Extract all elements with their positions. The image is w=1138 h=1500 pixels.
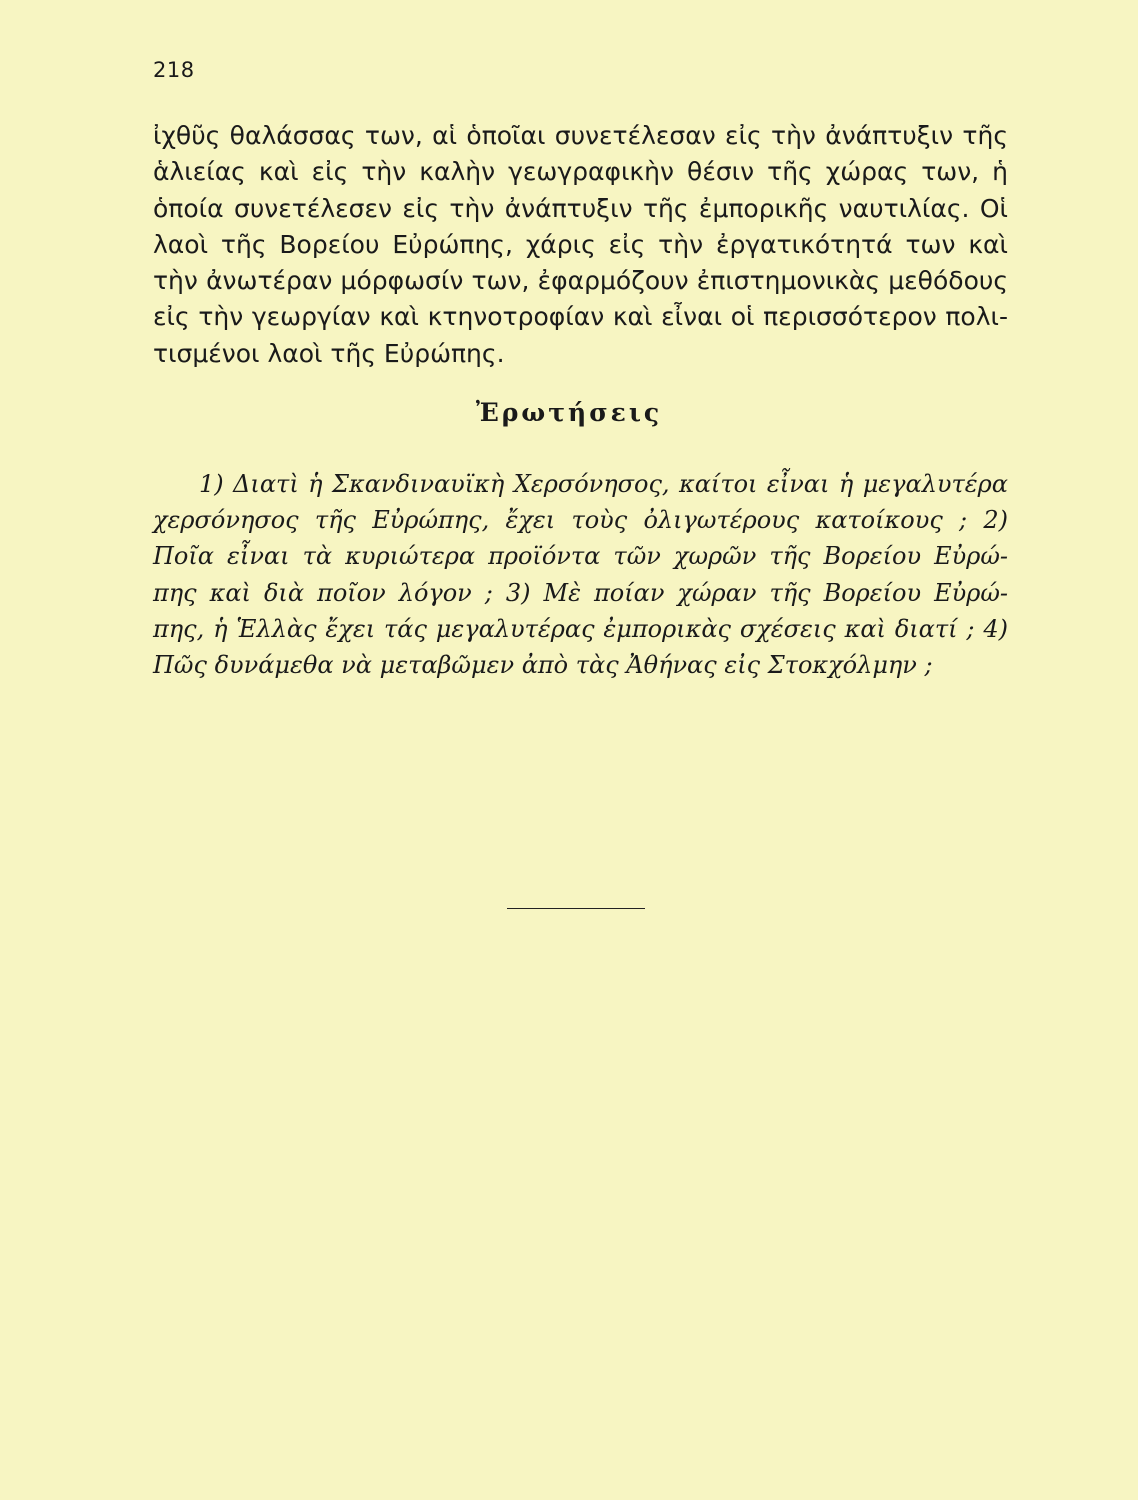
question-line: Ποῖα εἶναι τὰ κυριώτερα προϊόντα τῶν χωρῶν τῆς Βορείου Εὐρώ- (153, 542, 1008, 571)
end-rule-divider (507, 908, 645, 909)
body-line: εἰς τὴν γεωργίαν καὶ κτηνοτροφίαν καὶ εἶναι οἱ περισσότερον πολι- (153, 302, 1008, 332)
question-line: 1) Διατὶ ἡ Σκανδιναυϊκὴ Χερσόνησος, καίτοι εἶναι ἡ μεγαλυτέρα (199, 470, 1008, 498)
body-line: ἁλιείας καὶ εἰς τὴν καλὴν γεωγραφικὴν θέσιν τῆς χώρας των, ἡ (153, 157, 1008, 187)
question-line: χερσόνησος τῆς Εὐρώπης, ἔχει τοὺς ὀλιγωτέρους κατοίκους ; 2) (153, 506, 1008, 535)
body-line: ὁποία συνετέλεσεν εἰς τὴν ἀνάπτυξιν τῆς ἐμπορικῆς ναυτιλίας. Οἱ (153, 193, 1008, 223)
question-line: πης, ἡ Ἑλλὰς ἔχει τάς μεγαλυτέρας ἐμπορικὰς σχέσεις καὶ διατί ; 4) (153, 614, 1008, 643)
body-paragraph (153, 118, 1008, 372)
body-line: τὴν ἀνωτέραν μόρφωσίν των, ἐφαρμόζουν ἐπιστημονικὰς μεθόδους (153, 266, 1008, 296)
question-line: Πῶς δυνάμεθα νὰ μεταβῶμεν ἀπὸ τὰς Ἀθήνας εἰς Στοκχόλμην ; (153, 650, 933, 679)
body-line: ἰχθῦς θαλάσσας των, αἱ ὁποῖαι συνετέλεσαν εἰς τὴν ἀνάπτυξιν τῆς (153, 121, 1008, 150)
questions-paragraph (153, 466, 1008, 683)
page-number: 218 (153, 58, 195, 82)
section-heading: Ἐρωτήσεις (475, 398, 663, 427)
question-line: πης καὶ διὰ ποῖον λόγον ; 3) Μὲ ποίαν χώραν τῆς Βορείου Εὐρώ- (153, 578, 1008, 607)
body-line: λαοὶ τῆς Βορείου Εὐρώπης, χάρις εἰς τὴν ἐργατικότητά των καὶ (153, 229, 1008, 259)
body-line: τισμένοι λαοὶ τῆς Εὐρώπης. (153, 338, 505, 368)
